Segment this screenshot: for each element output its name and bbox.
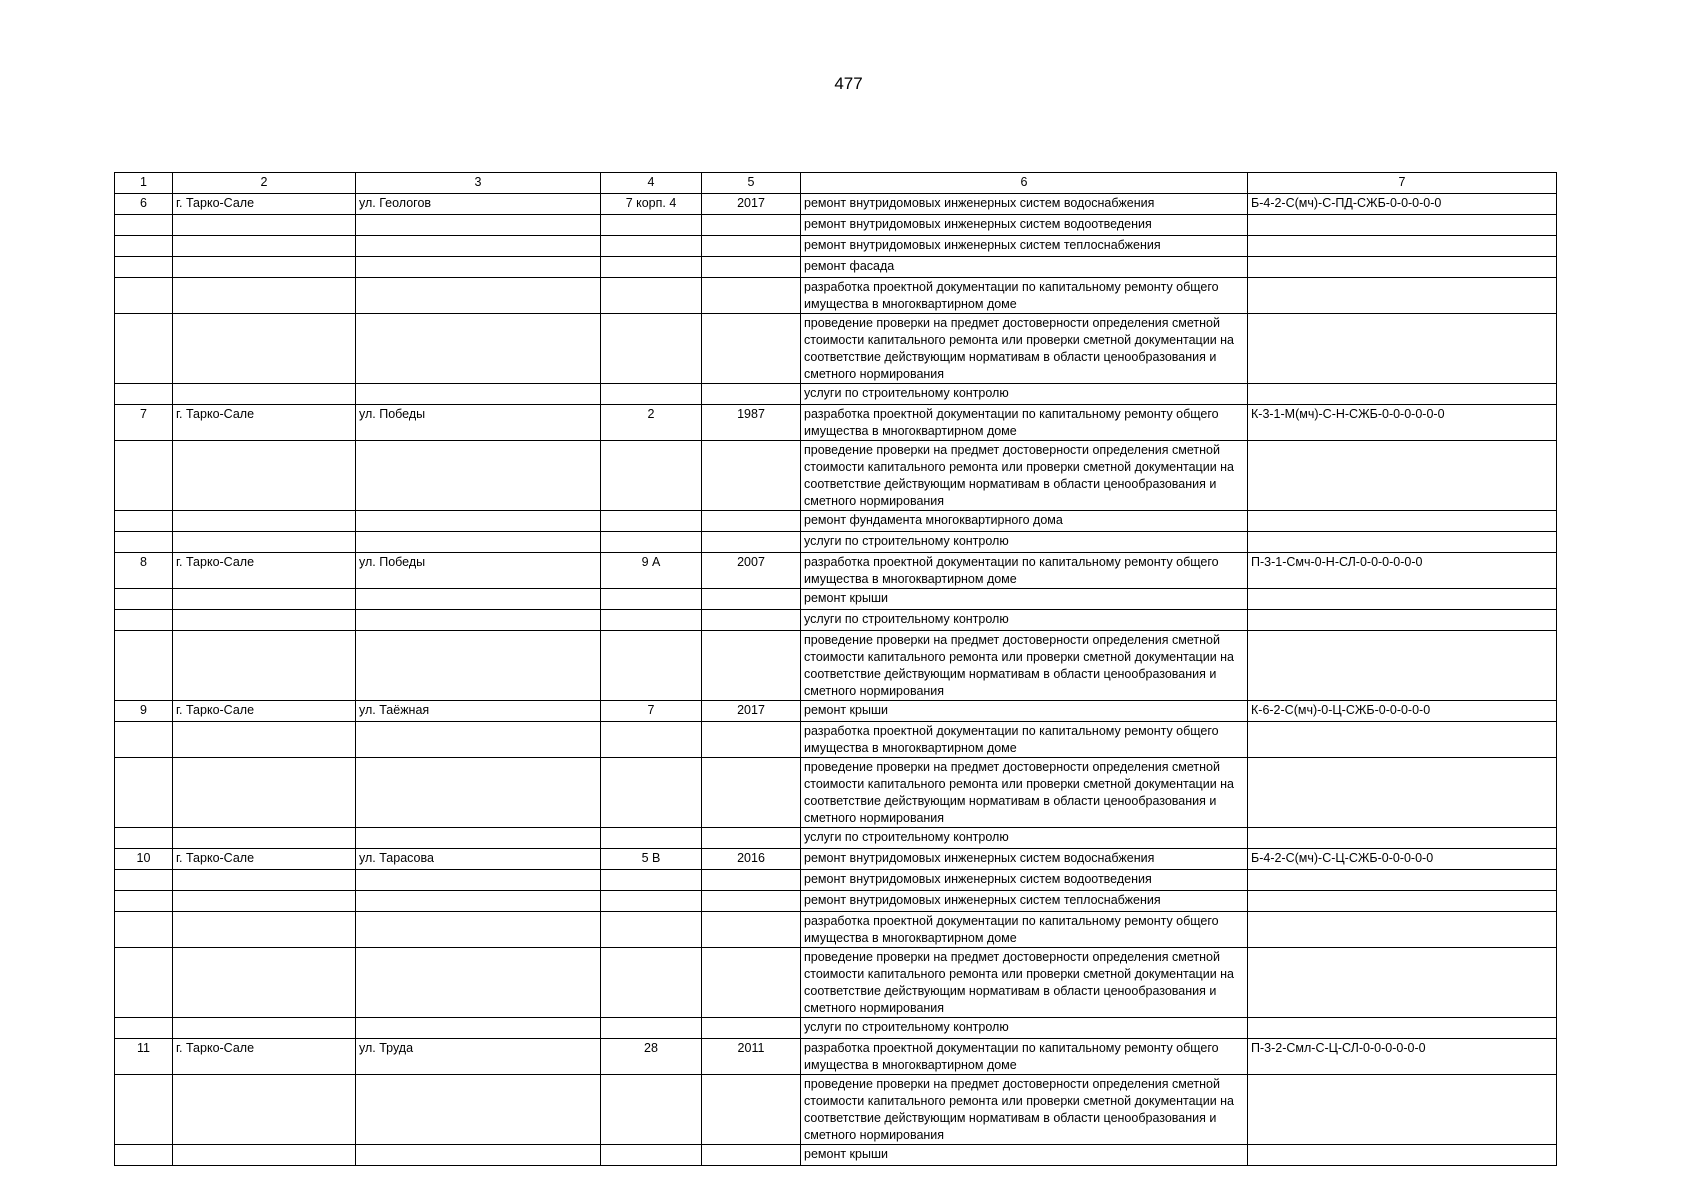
building-code-cell xyxy=(1248,758,1557,828)
work-type-cell: проведение проверки на предмет достоверности определения сметной стоимости капитального ремонта или проверки сметной документации на соответствие действующим нормативам в области ценообразования и сметного нормирования xyxy=(801,441,1248,511)
building-code-cell xyxy=(1248,891,1557,912)
city-cell xyxy=(173,948,356,1018)
row-number-cell xyxy=(115,948,173,1018)
table-row xyxy=(115,257,1557,278)
work-type-cell: услуги по строительному контролю xyxy=(801,384,1248,405)
year-cell: 2017 xyxy=(702,701,801,722)
table-row xyxy=(115,701,1557,722)
city-cell xyxy=(173,631,356,701)
street-cell: ул. Победы xyxy=(356,553,601,589)
house-number-cell: 7 xyxy=(601,701,702,722)
city-cell xyxy=(173,441,356,511)
table-row xyxy=(115,870,1557,891)
street-cell xyxy=(356,758,601,828)
work-type-cell: проведение проверки на предмет достоверности определения сметной стоимости капитального ремонта или проверки сметной документации на соответствие действующим нормативам в области ценообразования и сметного нормирования xyxy=(801,758,1248,828)
row-number-cell: 11 xyxy=(115,1039,173,1075)
work-type-cell: проведение проверки на предмет достоверности определения сметной стоимости капитального ремонта или проверки сметной документации на соответствие действующим нормативам в области ценообразования и сметного нормирования xyxy=(801,1075,1248,1145)
row-number-cell xyxy=(115,758,173,828)
row-number-cell xyxy=(115,236,173,257)
house-number-cell xyxy=(601,828,702,849)
house-number-cell xyxy=(601,441,702,511)
building-code-cell xyxy=(1248,511,1557,532)
house-number-cell xyxy=(601,1018,702,1039)
street-cell: ул. Труда xyxy=(356,1039,601,1075)
year-cell xyxy=(702,1018,801,1039)
row-number-cell: 9 xyxy=(115,701,173,722)
house-number-cell xyxy=(601,511,702,532)
building-code-cell xyxy=(1248,828,1557,849)
building-code-cell: К-6-2-С(мч)-0-Ц-СЖБ-0-0-0-0-0 xyxy=(1248,701,1557,722)
year-cell xyxy=(702,948,801,1018)
city-cell xyxy=(173,870,356,891)
page-number: 477 xyxy=(834,74,863,93)
street-cell xyxy=(356,278,601,314)
house-number-cell: 7 корп. 4 xyxy=(601,194,702,215)
work-type-cell: ремонт крыши xyxy=(801,701,1248,722)
street-cell xyxy=(356,891,601,912)
row-number-cell xyxy=(115,278,173,314)
street-cell: ул. Таёжная xyxy=(356,701,601,722)
house-number-cell xyxy=(601,610,702,631)
row-number-cell: 10 xyxy=(115,849,173,870)
house-number-cell xyxy=(601,236,702,257)
city-cell xyxy=(173,384,356,405)
house-number-cell xyxy=(601,891,702,912)
city-cell xyxy=(173,236,356,257)
building-code-cell xyxy=(1248,278,1557,314)
house-number-cell xyxy=(601,758,702,828)
row-number-cell xyxy=(115,631,173,701)
street-cell xyxy=(356,912,601,948)
building-code-cell xyxy=(1248,384,1557,405)
year-cell xyxy=(702,758,801,828)
header-cell: 3 xyxy=(356,173,601,194)
work-type-cell: ремонт внутридомовых инженерных систем водоснабжения xyxy=(801,194,1248,215)
year-cell xyxy=(702,441,801,511)
table-row xyxy=(115,1075,1557,1145)
header-cell: 6 xyxy=(801,173,1248,194)
capital-repair-table xyxy=(114,172,1557,1166)
work-type-cell: разработка проектной документации по капитальному ремонту общего имущества в многоквартирном доме xyxy=(801,722,1248,758)
row-number-cell xyxy=(115,314,173,384)
house-number-cell xyxy=(601,215,702,236)
table-row xyxy=(115,948,1557,1018)
table-row xyxy=(115,441,1557,511)
house-number-cell xyxy=(601,948,702,1018)
header-cell: 7 xyxy=(1248,173,1557,194)
table-row xyxy=(115,589,1557,610)
house-number-cell: 9 А xyxy=(601,553,702,589)
row-number-cell: 6 xyxy=(115,194,173,215)
city-cell xyxy=(173,758,356,828)
work-type-cell: ремонт внутридомовых инженерных систем теплоснабжения xyxy=(801,236,1248,257)
row-number-cell xyxy=(115,610,173,631)
work-type-cell: услуги по строительному контролю xyxy=(801,532,1248,553)
work-type-cell: разработка проектной документации по капитальному ремонту общего имущества в многоквартирном доме xyxy=(801,553,1248,589)
table-row xyxy=(115,758,1557,828)
house-number-cell xyxy=(601,384,702,405)
year-cell xyxy=(702,384,801,405)
work-type-cell: проведение проверки на предмет достоверности определения сметной стоимости капитального ремонта или проверки сметной документации на соответствие действующим нормативам в области ценообразования и сметного нормирования xyxy=(801,631,1248,701)
work-type-cell: ремонт внутридомовых инженерных систем теплоснабжения xyxy=(801,891,1248,912)
building-code-cell xyxy=(1248,589,1557,610)
city-cell xyxy=(173,722,356,758)
building-code-cell xyxy=(1248,441,1557,511)
city-cell: г. Тарко-Сале xyxy=(173,1039,356,1075)
row-number-cell xyxy=(115,1018,173,1039)
table-row xyxy=(115,314,1557,384)
table-row xyxy=(115,610,1557,631)
house-number-cell xyxy=(601,912,702,948)
header-cell: 4 xyxy=(601,173,702,194)
work-type-cell: проведение проверки на предмет достоверности определения сметной стоимости капитального ремонта или проверки сметной документации на соответствие действующим нормативам в области ценообразования и сметного нормирования xyxy=(801,948,1248,1018)
year-cell xyxy=(702,912,801,948)
city-cell xyxy=(173,278,356,314)
house-number-cell xyxy=(601,870,702,891)
house-number-cell xyxy=(601,278,702,314)
building-code-cell xyxy=(1248,948,1557,1018)
building-code-cell xyxy=(1248,722,1557,758)
city-cell xyxy=(173,589,356,610)
row-number-cell xyxy=(115,912,173,948)
house-number-cell xyxy=(601,257,702,278)
city-cell xyxy=(173,828,356,849)
building-code-cell xyxy=(1248,236,1557,257)
year-cell xyxy=(702,215,801,236)
street-cell xyxy=(356,631,601,701)
row-number-cell xyxy=(115,1075,173,1145)
building-code-cell xyxy=(1248,1145,1557,1166)
city-cell: г. Тарко-Сале xyxy=(173,849,356,870)
house-number-cell xyxy=(601,314,702,384)
city-cell xyxy=(173,1018,356,1039)
table-row xyxy=(115,511,1557,532)
work-type-cell: ремонт фасада xyxy=(801,257,1248,278)
row-number-cell xyxy=(115,828,173,849)
row-number-cell xyxy=(115,511,173,532)
year-cell: 2017 xyxy=(702,194,801,215)
street-cell xyxy=(356,722,601,758)
row-number-cell xyxy=(115,891,173,912)
row-number-cell xyxy=(115,441,173,511)
street-cell xyxy=(356,589,601,610)
street-cell xyxy=(356,511,601,532)
city-cell xyxy=(173,314,356,384)
building-code-cell xyxy=(1248,631,1557,701)
city-cell xyxy=(173,610,356,631)
city-cell xyxy=(173,912,356,948)
city-cell xyxy=(173,1145,356,1166)
street-cell xyxy=(356,257,601,278)
building-code-cell xyxy=(1248,610,1557,631)
table-row xyxy=(115,405,1557,441)
row-number-cell xyxy=(115,532,173,553)
work-type-cell: проведение проверки на предмет достоверности определения сметной стоимости капитального ремонта или проверки сметной документации на соответствие действующим нормативам в области ценообразования и сметного нормирования xyxy=(801,314,1248,384)
year-cell: 2011 xyxy=(702,1039,801,1075)
city-cell: г. Тарко-Сале xyxy=(173,405,356,441)
city-cell xyxy=(173,1075,356,1145)
building-code-cell xyxy=(1248,870,1557,891)
year-cell: 2016 xyxy=(702,849,801,870)
table-row xyxy=(115,849,1557,870)
year-cell: 2007 xyxy=(702,553,801,589)
building-code-cell: К-3-1-М(мч)-С-Н-СЖБ-0-0-0-0-0-0 xyxy=(1248,405,1557,441)
street-cell xyxy=(356,828,601,849)
work-type-cell: ремонт крыши xyxy=(801,589,1248,610)
work-type-cell: услуги по строительному контролю xyxy=(801,1018,1248,1039)
building-code-cell: П-3-2-Смл-С-Ц-СЛ-0-0-0-0-0-0 xyxy=(1248,1039,1557,1075)
building-code-cell xyxy=(1248,912,1557,948)
house-number-cell xyxy=(601,722,702,758)
year-cell xyxy=(702,870,801,891)
city-cell: г. Тарко-Сале xyxy=(173,194,356,215)
house-number-cell: 28 xyxy=(601,1039,702,1075)
house-number-cell: 2 xyxy=(601,405,702,441)
street-cell xyxy=(356,236,601,257)
year-cell: 1987 xyxy=(702,405,801,441)
work-type-cell: ремонт внутридомовых инженерных систем водоотведения xyxy=(801,870,1248,891)
year-cell xyxy=(702,589,801,610)
house-number-cell xyxy=(601,1075,702,1145)
building-code-cell xyxy=(1248,215,1557,236)
table-row xyxy=(115,236,1557,257)
row-number-cell xyxy=(115,870,173,891)
city-cell xyxy=(173,511,356,532)
street-cell xyxy=(356,1075,601,1145)
street-cell xyxy=(356,215,601,236)
year-cell xyxy=(702,722,801,758)
year-cell xyxy=(702,257,801,278)
city-cell: г. Тарко-Сале xyxy=(173,553,356,589)
table-row xyxy=(115,1018,1557,1039)
work-type-cell: разработка проектной документации по капитальному ремонту общего имущества в многоквартирном доме xyxy=(801,278,1248,314)
year-cell xyxy=(702,631,801,701)
work-type-cell: ремонт внутридомовых инженерных систем водоотведения xyxy=(801,215,1248,236)
street-cell xyxy=(356,610,601,631)
row-number-cell: 8 xyxy=(115,553,173,589)
street-cell xyxy=(356,870,601,891)
table-row xyxy=(115,532,1557,553)
header-cell: 5 xyxy=(702,173,801,194)
house-number-cell xyxy=(601,631,702,701)
street-cell xyxy=(356,1018,601,1039)
street-cell xyxy=(356,384,601,405)
header-cell: 2 xyxy=(173,173,356,194)
row-number-cell xyxy=(115,215,173,236)
street-cell xyxy=(356,532,601,553)
row-number-cell: 7 xyxy=(115,405,173,441)
building-code-cell: Б-4-2-С(мч)-С-ПД-СЖБ-0-0-0-0-0 xyxy=(1248,194,1557,215)
work-type-cell: разработка проектной документации по капитальному ремонту общего имущества в многоквартирном доме xyxy=(801,1039,1248,1075)
building-code-cell: П-3-1-Смч-0-Н-СЛ-0-0-0-0-0-0 xyxy=(1248,553,1557,589)
building-code-cell xyxy=(1248,532,1557,553)
row-number-cell xyxy=(115,384,173,405)
city-cell xyxy=(173,257,356,278)
year-cell xyxy=(702,532,801,553)
house-number-cell xyxy=(601,589,702,610)
year-cell xyxy=(702,314,801,384)
header-cell: 1 xyxy=(115,173,173,194)
building-code-cell: Б-4-2-С(мч)-С-Ц-СЖБ-0-0-0-0-0 xyxy=(1248,849,1557,870)
building-code-cell xyxy=(1248,1075,1557,1145)
year-cell xyxy=(702,278,801,314)
street-cell: ул. Геологов xyxy=(356,194,601,215)
table-row xyxy=(115,631,1557,701)
table-row xyxy=(115,553,1557,589)
table-row xyxy=(115,384,1557,405)
table-row xyxy=(115,722,1557,758)
row-number-cell xyxy=(115,722,173,758)
street-cell: ул. Тарасова xyxy=(356,849,601,870)
street-cell xyxy=(356,314,601,384)
street-cell xyxy=(356,1145,601,1166)
year-cell xyxy=(702,236,801,257)
work-type-cell: ремонт внутридомовых инженерных систем водоснабжения xyxy=(801,849,1248,870)
table-row xyxy=(115,194,1557,215)
work-type-cell: разработка проектной документации по капитальному ремонту общего имущества в многоквартирном доме xyxy=(801,912,1248,948)
work-type-cell: разработка проектной документации по капитальному ремонту общего имущества в многоквартирном доме xyxy=(801,405,1248,441)
street-cell: ул. Победы xyxy=(356,405,601,441)
street-cell xyxy=(356,441,601,511)
work-type-cell: услуги по строительному контролю xyxy=(801,610,1248,631)
table-row xyxy=(115,912,1557,948)
street-cell xyxy=(356,948,601,1018)
city-cell xyxy=(173,215,356,236)
table-row xyxy=(115,215,1557,236)
row-number-cell xyxy=(115,257,173,278)
city-cell xyxy=(173,891,356,912)
year-cell xyxy=(702,891,801,912)
row-number-cell xyxy=(115,1145,173,1166)
table-row xyxy=(115,1039,1557,1075)
table-row xyxy=(115,828,1557,849)
year-cell xyxy=(702,1145,801,1166)
table-row xyxy=(115,1145,1557,1166)
work-type-cell: ремонт фундамента многоквартирного дома xyxy=(801,511,1248,532)
city-cell xyxy=(173,532,356,553)
house-number-cell xyxy=(601,1145,702,1166)
year-cell xyxy=(702,828,801,849)
house-number-cell: 5 В xyxy=(601,849,702,870)
work-type-cell: услуги по строительному контролю xyxy=(801,828,1248,849)
table-row xyxy=(115,278,1557,314)
house-number-cell xyxy=(601,532,702,553)
building-code-cell xyxy=(1248,257,1557,278)
year-cell xyxy=(702,610,801,631)
year-cell xyxy=(702,511,801,532)
table-row xyxy=(115,891,1557,912)
work-type-cell: ремонт крыши xyxy=(801,1145,1248,1166)
building-code-cell xyxy=(1248,1018,1557,1039)
year-cell xyxy=(702,1075,801,1145)
row-number-cell xyxy=(115,589,173,610)
table-header-row xyxy=(115,173,1557,194)
building-code-cell xyxy=(1248,314,1557,384)
city-cell: г. Тарко-Сале xyxy=(173,701,356,722)
